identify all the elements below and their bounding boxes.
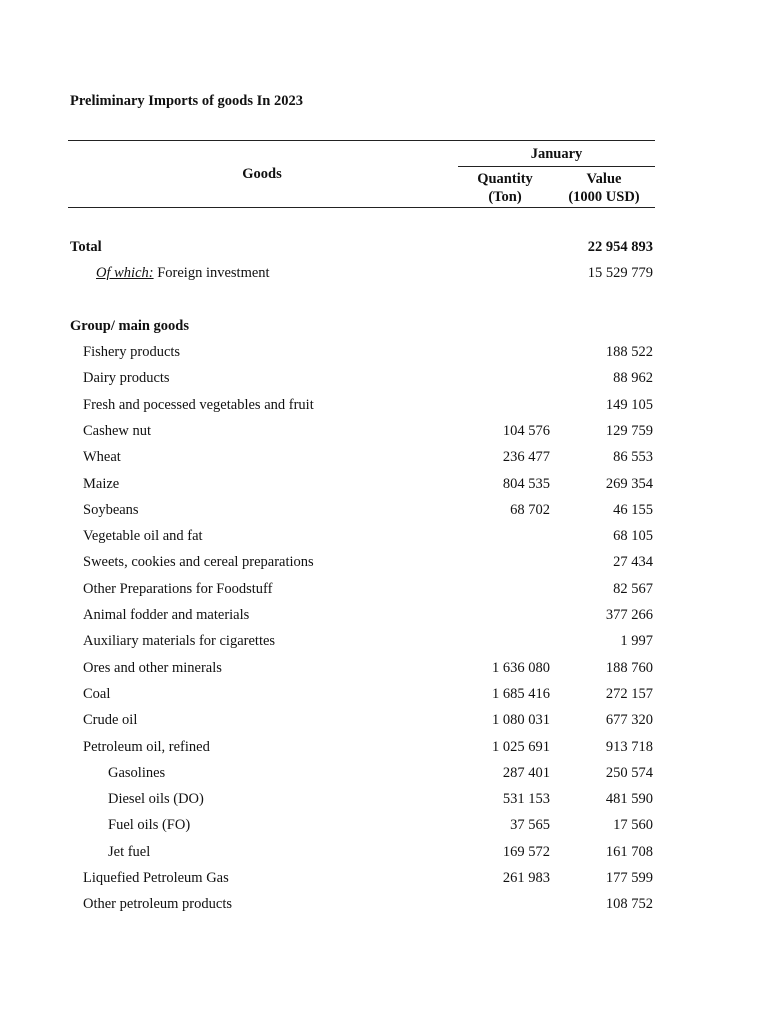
row-quantity: 1 636 080	[492, 659, 550, 676]
row-quantity: 1 080 031	[492, 712, 550, 729]
row-label: Fishery products	[83, 344, 181, 360]
table-row	[0, 607, 768, 629]
row-label: Vegetable oil and fat	[83, 528, 203, 545]
row-value: 149 105	[605, 396, 653, 413]
row-value: 22 954 893	[587, 239, 653, 255]
table-row	[0, 765, 768, 787]
quantity-header-line2: (Ton)	[488, 189, 522, 205]
row-value: 1 997	[620, 633, 653, 650]
table-row	[0, 739, 768, 761]
row-value: 88 962	[613, 370, 653, 387]
row-quantity: 68 702	[510, 501, 550, 518]
table-row-foreign-investment	[0, 265, 768, 287]
row-value: 82 567	[613, 580, 653, 597]
row-value: 377 266	[605, 607, 653, 623]
row-label: Sweets, cookies and cereal preparations	[83, 554, 314, 571]
table-row	[0, 712, 768, 734]
row-label	[96, 265, 270, 282]
row-value: 250 574	[605, 764, 653, 781]
row-quantity: 531 153	[502, 791, 550, 808]
row-label: Fresh and pocessed vegetables and fruit	[83, 396, 314, 413]
table-row	[0, 633, 768, 655]
row-label: Petroleum oil, refined	[83, 738, 210, 755]
row-value: 108 752	[605, 896, 653, 913]
row-value: 481 590	[605, 791, 653, 808]
table-row	[0, 896, 768, 918]
row-label: Other Preparations for Foodstuff	[83, 580, 273, 597]
table-row	[0, 423, 768, 445]
table-top-rule	[68, 140, 655, 141]
table-row	[0, 370, 768, 392]
row-label: Fuel oils (FO)	[108, 817, 191, 834]
row-value: 177 599	[605, 870, 653, 886]
table-row	[0, 817, 768, 839]
row-label: Crude oil	[83, 712, 138, 729]
row-label: Liquefied Petroleum Gas	[83, 870, 229, 886]
header-bottom-rule	[68, 207, 655, 208]
table-row	[0, 791, 768, 813]
row-label: Maize	[83, 475, 120, 492]
table-row	[0, 344, 768, 366]
row-quantity: 1 025 691	[492, 738, 550, 755]
row-value: 913 718	[605, 738, 653, 755]
document-title: Preliminary Imports of goods In 2023	[70, 93, 303, 109]
row-value: 269 354	[605, 475, 653, 492]
row-quantity: 1 685 416	[492, 685, 550, 702]
row-value: 129 759	[605, 422, 653, 439]
goods-column-header: Goods	[242, 166, 282, 182]
row-label: Coal	[83, 685, 111, 702]
row-quantity: 104 576	[502, 422, 550, 439]
table-row	[0, 528, 768, 550]
table-row	[0, 870, 768, 892]
quantity-column-header	[462, 170, 548, 206]
table-row	[0, 581, 768, 603]
row-value: 46 155	[613, 501, 653, 518]
row-value: 161 708	[605, 843, 653, 860]
row-label: Ores and other minerals	[83, 659, 222, 676]
table-row	[0, 554, 768, 576]
row-quantity: 287 401	[502, 764, 550, 781]
row-value: 68 105	[613, 528, 653, 545]
row-label: Animal fodder and materials	[83, 607, 250, 623]
value-column-header	[556, 170, 652, 206]
row-label: Auxiliary materials for cigarettes	[83, 633, 276, 650]
row-value: 17 560	[613, 817, 653, 834]
row-value: 272 157	[605, 685, 653, 702]
row-value: 27 434	[613, 554, 653, 571]
table-row	[0, 476, 768, 498]
foreign-investment-label: Foreign investment	[153, 265, 270, 281]
table-row	[0, 660, 768, 682]
row-label: Diesel oils (DO)	[108, 791, 204, 808]
group-heading-row	[0, 318, 768, 340]
table-row-total	[0, 239, 768, 261]
row-label: Jet fuel	[108, 843, 151, 860]
period-header: January	[530, 146, 583, 162]
row-value: 677 320	[605, 712, 653, 729]
value-header-line1: Value	[586, 171, 622, 187]
period-underline	[458, 166, 655, 167]
row-label: Soybeans	[83, 501, 139, 518]
row-quantity: 236 477	[502, 449, 550, 466]
row-value: 15 529 779	[587, 265, 653, 281]
row-label: Dairy products	[83, 370, 170, 387]
row-quantity: 37 565	[510, 817, 550, 834]
row-value: 188 522	[605, 344, 653, 360]
value-header-line2: (1000 USD)	[568, 189, 640, 205]
table-row	[0, 449, 768, 471]
of-which-prefix: Of which:	[96, 265, 154, 281]
row-value: 86 553	[613, 449, 653, 466]
row-value: 188 760	[605, 659, 653, 676]
row-label: Gasolines	[108, 764, 166, 781]
table-row	[0, 844, 768, 866]
table-row	[0, 686, 768, 708]
table-row	[0, 397, 768, 419]
quantity-header-line1: Quantity	[477, 171, 533, 187]
row-label: Total	[70, 239, 102, 255]
row-quantity: 169 572	[502, 843, 550, 860]
row-label: Wheat	[83, 449, 121, 466]
table-row	[0, 502, 768, 524]
row-label: Other petroleum products	[83, 896, 232, 913]
row-quantity: 261 983	[502, 870, 550, 886]
row-label: Cashew nut	[83, 422, 152, 439]
row-quantity: 804 535	[502, 475, 550, 492]
group-heading: Group/ main goods	[70, 318, 189, 334]
